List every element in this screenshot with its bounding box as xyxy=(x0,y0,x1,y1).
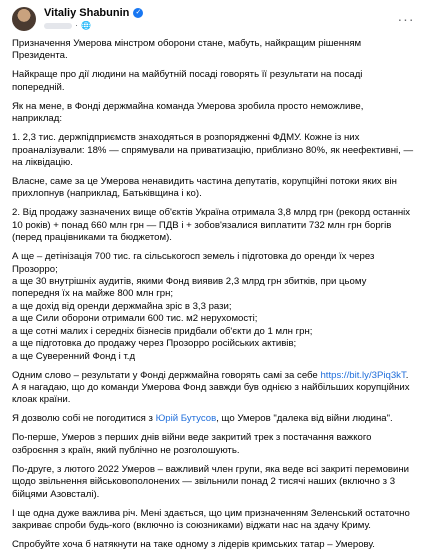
post-subline xyxy=(44,21,396,31)
avatar[interactable] xyxy=(12,7,36,31)
paragraph-8: Одним слово – результати у Фонді держмайна говорять самі за себе https://bit.ly/3Piq3kT. А я нагадаю, що до команди Умерова Фонд завжди був однією з найбільших корупційних клоак країни. xyxy=(12,369,410,406)
post-header xyxy=(12,0,416,38)
author-name[interactable]: Vitaliy Shabunin xyxy=(44,7,130,19)
paragraph-1: Призначення Умерова мінстром оборони стане, мабуть, найкращим рішенням Президента. xyxy=(12,38,362,62)
paragraph-12: І ще одна дуже важлива річ. Мені здається, що цим призначенням Зеленський остаточно закриває спроби будь-кого (включно із союзниками) віджати нас на здачу Криму. xyxy=(12,507,410,531)
paragraph-13: Спробуйте хоча б натякнути на таке одному з лідерів кримських татар – Умерову. xyxy=(12,538,375,550)
post-text xyxy=(12,38,416,551)
paragraph-7-list: А ще – детінізація 700 тис. га сільськогосп земель і підготовка до оренди їх через Прозорро; а ще 30 внутрішніх аудитів, якими Фонд виявив 2,3 млрд грн збитків, при цьому попередня їх на майже 800 млн грн; а ще дохід від оренди держмайна зріс в 3,3 рази; а ще Сили оборони отримали 600 тис. м2 нерухомості; а ще сотні малих і середніх бізнесів придбали об'єкти до 1 млн грн; а ще підготовка до продажу через Прозорро російських активів; а ще Суверенний Фонд і т.д xyxy=(12,251,375,362)
paragraph-5: Власне, саме за це Умерова ненавидить частина депутатів, корупційні потоки яких він прихлопнув (наприклад, Батьківщина і ко). xyxy=(12,176,397,200)
verified-badge-icon: ✓ xyxy=(133,8,143,18)
paragraph-10: По-перше, Умеров з перших днів війни веде закритий трек з постачання важкого озброєння з країн, який публічно не розголошують. xyxy=(12,432,372,456)
globe-icon: 🌐 xyxy=(81,20,91,30)
paragraph-3: Як на мене, в Фонді держмайна команда Умерова зробила просто неможливе, наприклад: xyxy=(12,100,364,125)
paragraph-6: 2. Від продажу зазначених вище об'єктів Україна отримала 3,8 млрд грн (рекорд останніх 10 років) + понад 660 млн грн — ПДВ і + зобов'язалися виплатити 732 млн грн боргів (перед працівниками та бюджетом). xyxy=(12,207,411,244)
timestamp-placeholder[interactable] xyxy=(44,23,72,29)
short-link[interactable]: https://bit.ly/3Piq3kT xyxy=(320,369,406,381)
paragraph-11: По-друге, з лютого 2022 Умеров – важливий член групи, яка веде всі закриті перемовини щодо звільнення військовополонених — звільнили понад 2 тисячі наших (включно з 3 бійцями Азовсталі). xyxy=(12,463,410,500)
paragraph-9: Я дозволю собі не погодитися з Юрій Бутусов, що Умеров "далека від війни людина". xyxy=(12,413,393,425)
author-meta xyxy=(44,7,396,31)
separator-dot: · xyxy=(75,20,78,31)
mention-link[interactable]: Юрій Бутусов xyxy=(155,413,217,425)
more-options-icon[interactable]: ··· xyxy=(397,11,415,27)
paragraph-4: 1. 2,3 тис. держпідприємств знаходяться в розпорядженні ФДМУ. Кожне із них проаналізували: 18% — спрямували на приватизацію, приблизно 80%, як неефективні, — на ліквідацію. xyxy=(12,132,414,169)
author-name-row xyxy=(44,7,396,19)
paragraph-2: Найкраще про дії людини на майбутній посаді говорять її результати на посаді попередній. xyxy=(12,69,363,93)
